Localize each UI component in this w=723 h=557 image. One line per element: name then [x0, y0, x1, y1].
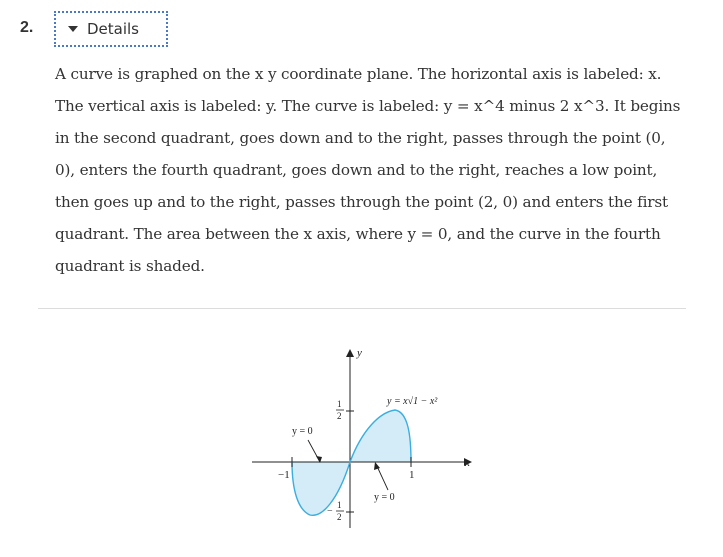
- boundary-pointer-right-arrow-icon: [374, 462, 380, 470]
- x-tick-neg-label: −1: [278, 469, 290, 481]
- boundary-label-left: y = 0: [292, 426, 313, 437]
- x-tick-pos-label: 1: [409, 469, 415, 481]
- y-axis-label: y: [357, 347, 362, 359]
- curve-label: y = x√1 − x²: [387, 396, 438, 407]
- x-axis-label: x: [465, 457, 470, 469]
- boundary-label-right: y = 0: [374, 492, 395, 503]
- figure-graph: [240, 340, 490, 540]
- details-label: Details: [87, 20, 140, 38]
- y-tick-neg-sign: −: [327, 506, 333, 517]
- figure-description: A curve is graphed on the x y coordinate plane. The horizontal axis is labeled: x. The vertical axis is labeled: y. The curve is labeled: y = x^4 minus 2 x^3. It begins in the second quadrant, goes down and to the right, passes through the point (0, 0), enters the fourth quadrant, goes down and to the right, reaches a low point, then goes up and to the right, passes through the point (2, 0) and enters the first quadrant. The area between the x axis, where y = 0, and the curve in the fourth quadrant is shaded.: [55, 65, 681, 275]
- y-tick-neg-den: 2: [337, 512, 342, 522]
- y-axis-arrow-icon: [346, 349, 354, 357]
- shaded-region-right: [350, 410, 411, 462]
- item-number: 2.: [20, 19, 34, 36]
- y-tick-neg-num: 1: [337, 500, 342, 510]
- y-tick-pos-den: 2: [337, 411, 342, 421]
- divider: [38, 308, 686, 309]
- y-tick-pos-num: 1: [337, 399, 342, 409]
- caret-down-icon: [68, 26, 78, 32]
- details-toggle[interactable]: [54, 11, 168, 47]
